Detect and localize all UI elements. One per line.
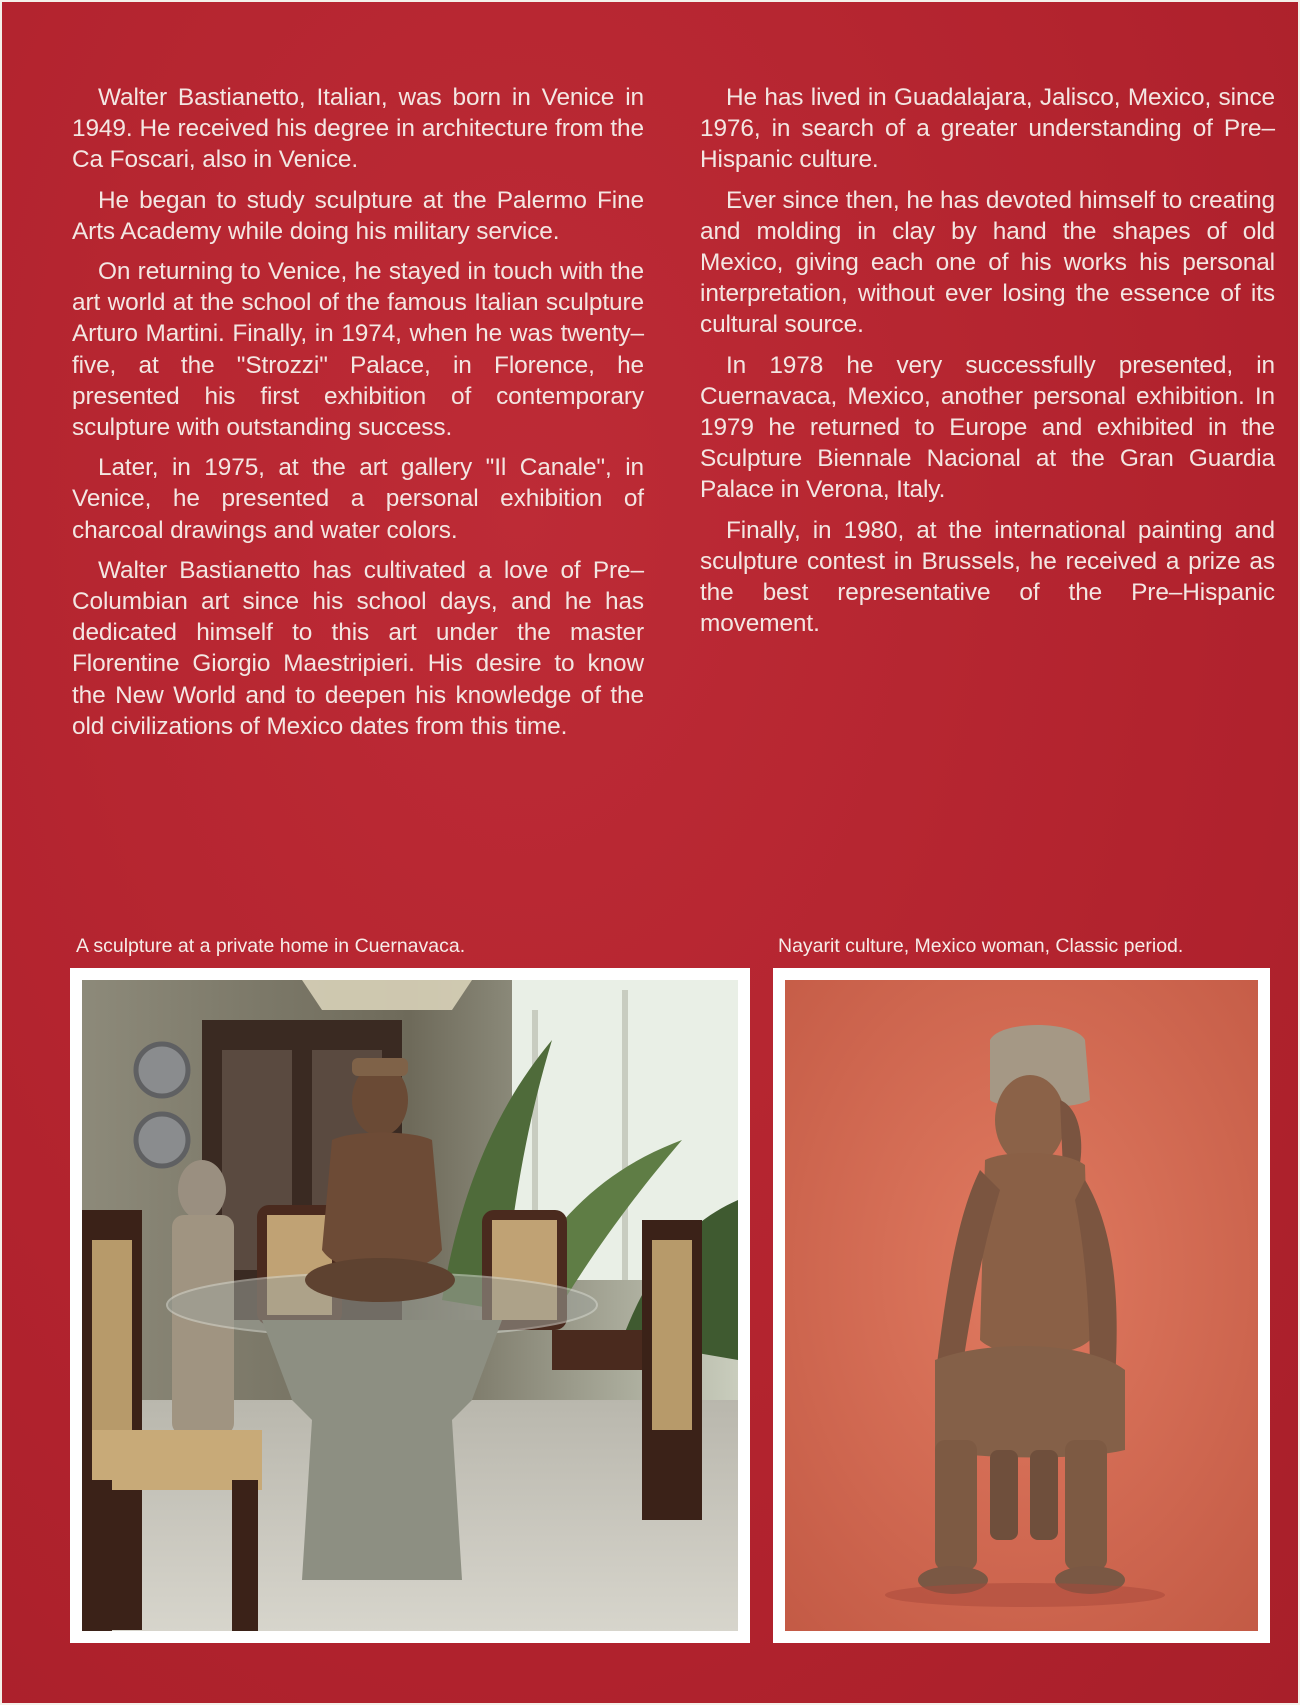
left-text-column xyxy=(72,82,644,751)
paragraph: Walter Bastianetto, Italian, was born in Venice in 1949. He received his degree in architecture from the Ca Foscari, also in Venice. xyxy=(72,84,644,174)
photo-caption-right: Nayarit culture, Mexico woman, Classic period. xyxy=(778,935,1184,957)
paragraph: On returning to Venice, he stayed in touch with the art world at the school of the famous Italian sculpture Arturo Martini. Finally, in 1974, when he was twenty–five, at the "Strozzi" Palace, in Florence, he presented his first exhibition of contemporary sculpture with outstanding success. xyxy=(72,258,644,442)
paragraph: He has lived in Guadalajara, Jalisco, Mexico, since 1976, in search of a greater understanding of Pre–Hispanic culture. xyxy=(700,84,1275,174)
nayarit-figure-photo xyxy=(785,980,1258,1631)
interior-photo-illustration xyxy=(82,980,738,1631)
right-text-column xyxy=(700,82,1275,648)
paragraph: In 1978 he very successfully presented, in Cuernavaca, Mexico, another personal exhibition. In 1979 he returned to Europe and exhibited in the Sculpture Biennale Nacional at the Gran Guardia Palace in Verona, Italy. xyxy=(700,351,1275,504)
interior-sculpture-photo xyxy=(82,980,738,1631)
paragraph: Later, in 1975, at the art gallery "Il Canale", in Venice, he presented a personal exhibition of charcoal drawings and water colors. xyxy=(72,454,644,544)
paragraph: He began to study sculpture at the Palermo Fine Arts Academy while doing his military service. xyxy=(72,186,644,245)
paragraph: Ever since then, he has devoted himself to creating and molding in clay by hand the shapes of old Mexico, giving each one of his works his personal interpretation, without ever losing the essence of its cultural source. xyxy=(700,186,1275,339)
photo-frame-left xyxy=(70,968,750,1643)
nayarit-figure-illustration xyxy=(785,980,1258,1631)
paragraph: Walter Bastianetto has cultivated a love of Pre–Columbian art since his school days, and he has dedicated himself to this art under the master Florentine Giorgio Maestripieri. His desire to know the New World and to deepen his knowledge of the old civilizations of Mexico dates from this time. xyxy=(72,556,644,740)
photo-frame-right xyxy=(773,968,1270,1643)
paragraph: Finally, in 1980, at the international painting and sculpture contest in Brussels, he received a prize as the best representative of the Pre–Hispanic movement. xyxy=(700,516,1275,638)
photo-caption-left: A sculpture at a private home in Cuernavaca. xyxy=(76,935,466,957)
